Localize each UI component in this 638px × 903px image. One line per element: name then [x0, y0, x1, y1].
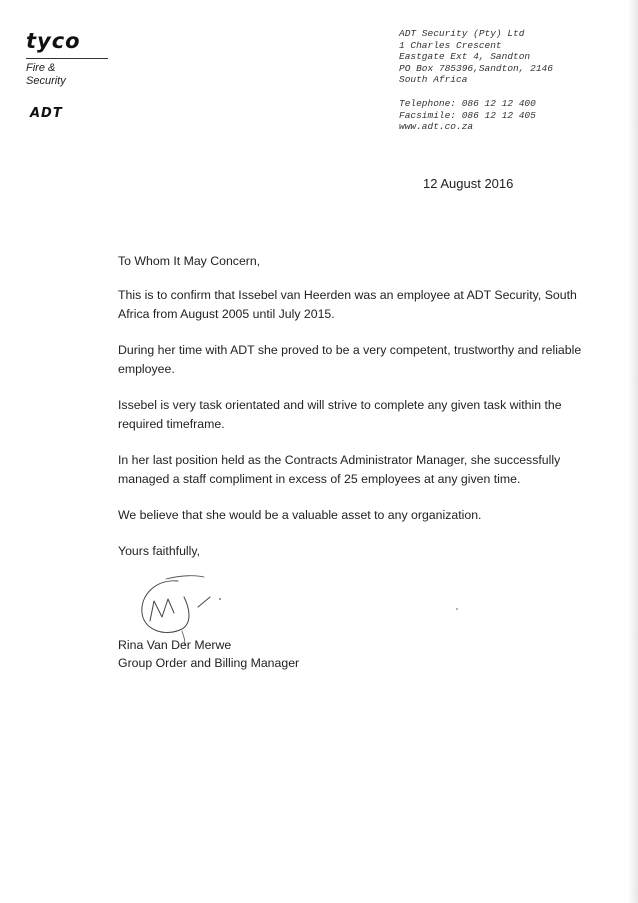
paragraph-last-position: In her last position held as the Contracts Administrator Manager, she successfully managed a staff compliment in excess of 25 employees at any given time.	[118, 453, 561, 486]
address-line-1: 1 Charles Crescent	[399, 39, 502, 51]
company-address-block	[399, 28, 553, 133]
website: www.adt.co.za	[399, 121, 474, 133]
telephone: Telephone: 086 12 12 400	[399, 97, 536, 109]
paragraph-employment: This is to confirm that Issebel van Heerden was an employee at ADT Security, South Africa from August 2005 until July 2015.	[118, 288, 577, 321]
paragraph-recommendation: We believe that she would be a valuable asset to any organization.	[118, 508, 482, 522]
scan-speck	[456, 608, 458, 610]
signer-title: Group Order and Billing Manager	[118, 656, 300, 670]
closing: Yours faithfully,	[118, 544, 201, 558]
brand-subtitle-line2: Security	[26, 75, 66, 87]
address-line-3: PO Box 785396,Sandton, 2146	[399, 62, 553, 74]
brand-subtitle-line1: Fire &	[26, 62, 56, 74]
brand-divider	[26, 58, 108, 59]
letter-date: 12 August 2016	[423, 176, 514, 191]
address-line-2: Eastgate Ext 4, Sandton	[399, 51, 531, 63]
address-country: South Africa	[399, 74, 468, 86]
company-name: ADT Security (Pty) Ltd	[399, 28, 525, 39]
salutation: To Whom It May Concern,	[118, 254, 261, 268]
signer-block	[118, 636, 299, 672]
paragraph-task-oriented: Issebel is very task orientated and will strive to complete any given task within the required timeframe.	[118, 398, 562, 431]
address-spacer	[399, 86, 553, 98]
letterhead-brand	[26, 30, 116, 88]
paragraph-competence: During her time with ADT she proved to be a very competent, trustworthy and reliable employee.	[118, 343, 582, 376]
facsimile: Facsimile: 086 12 12 405	[399, 109, 536, 121]
page-edge-shadow	[628, 0, 638, 903]
signer-name: Rina Van Der Merwe	[118, 638, 232, 652]
adt-logo: ADT	[30, 106, 63, 121]
tyco-logo: tyco	[26, 29, 81, 53]
letter-body	[118, 252, 588, 578]
handwritten-signature	[126, 573, 236, 645]
